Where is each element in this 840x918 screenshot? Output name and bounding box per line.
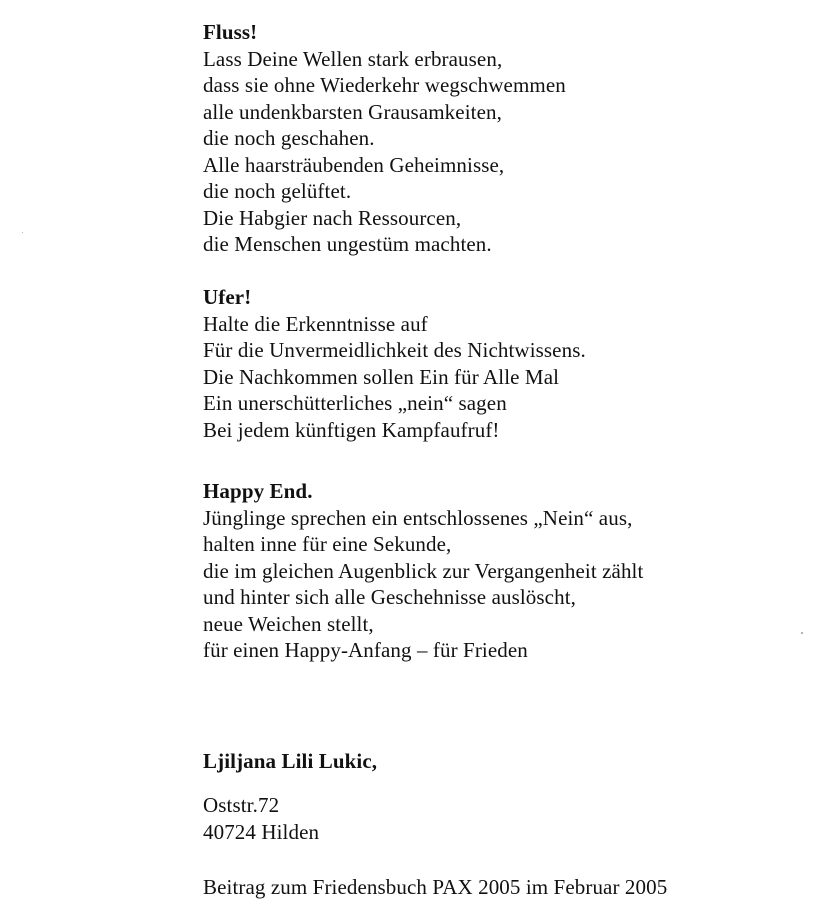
poem-line: die noch geschahen.	[203, 126, 375, 150]
poem-line: die im gleichen Augenblick zur Vergangenheit zählt	[203, 558, 644, 583]
address-city: 40724 Hilden	[203, 819, 320, 844]
submission-note: Beitrag zum Friedensbuch PAX 2005 im Februar 2005	[203, 875, 668, 899]
poem-line: Bei jedem künftigen Kampfaufruf!	[203, 417, 500, 442]
address-street: Oststr.72	[203, 793, 280, 817]
stanza-happy-end	[203, 478, 823, 664]
stanza-heading: Ufer!	[203, 285, 252, 309]
poem-line: halten inne für eine Sekunde,	[203, 532, 452, 556]
poem-line: alle undenkbarsten Grausamkeiten,	[203, 99, 502, 124]
poem-line: Halte die Erkenntnisse auf	[203, 311, 428, 336]
stanza-heading: Fluss!	[203, 20, 258, 44]
address-block	[203, 792, 823, 845]
poem-line: und hinter sich alle Geschehnisse auslöscht,	[203, 585, 576, 609]
poem-line: die Menschen ungestüm machten.	[203, 232, 492, 256]
author-block	[203, 748, 823, 775]
poem-line: Jünglinge sprechen ein entschlossenes „Nein“ aus,	[203, 505, 633, 530]
stanza-fluss	[203, 19, 823, 258]
poem-line: Alle haarsträubenden Geheimnisse,	[203, 152, 505, 177]
poem-line: Lass Deine Wellen stark erbrausen,	[203, 46, 503, 71]
scan-speck	[801, 632, 803, 634]
scan-speck	[22, 232, 23, 233]
stanza-ufer	[203, 284, 823, 443]
poem-line: die noch gelüftet.	[203, 179, 352, 203]
poem-line: dass sie ohne Wiederkehr wegschwemmen	[203, 73, 566, 97]
poem-line: Ein unerschütterliches „nein“ sagen	[203, 391, 507, 415]
poem-line: neue Weichen stellt,	[203, 611, 374, 636]
poem-line: Für die Unvermeidlichkeit des Nichtwissens.	[203, 338, 586, 362]
stanza-heading: Happy End.	[203, 479, 313, 503]
submission-note-block	[203, 874, 823, 901]
author-name: Ljiljana Lili Lukic,	[203, 749, 378, 773]
poem-line: Die Nachkommen sollen Ein für Alle Mal	[203, 364, 560, 389]
poem-line: Die Habgier nach Ressourcen,	[203, 205, 462, 230]
poem-line: für einen Happy-Anfang – für Frieden	[203, 638, 528, 662]
